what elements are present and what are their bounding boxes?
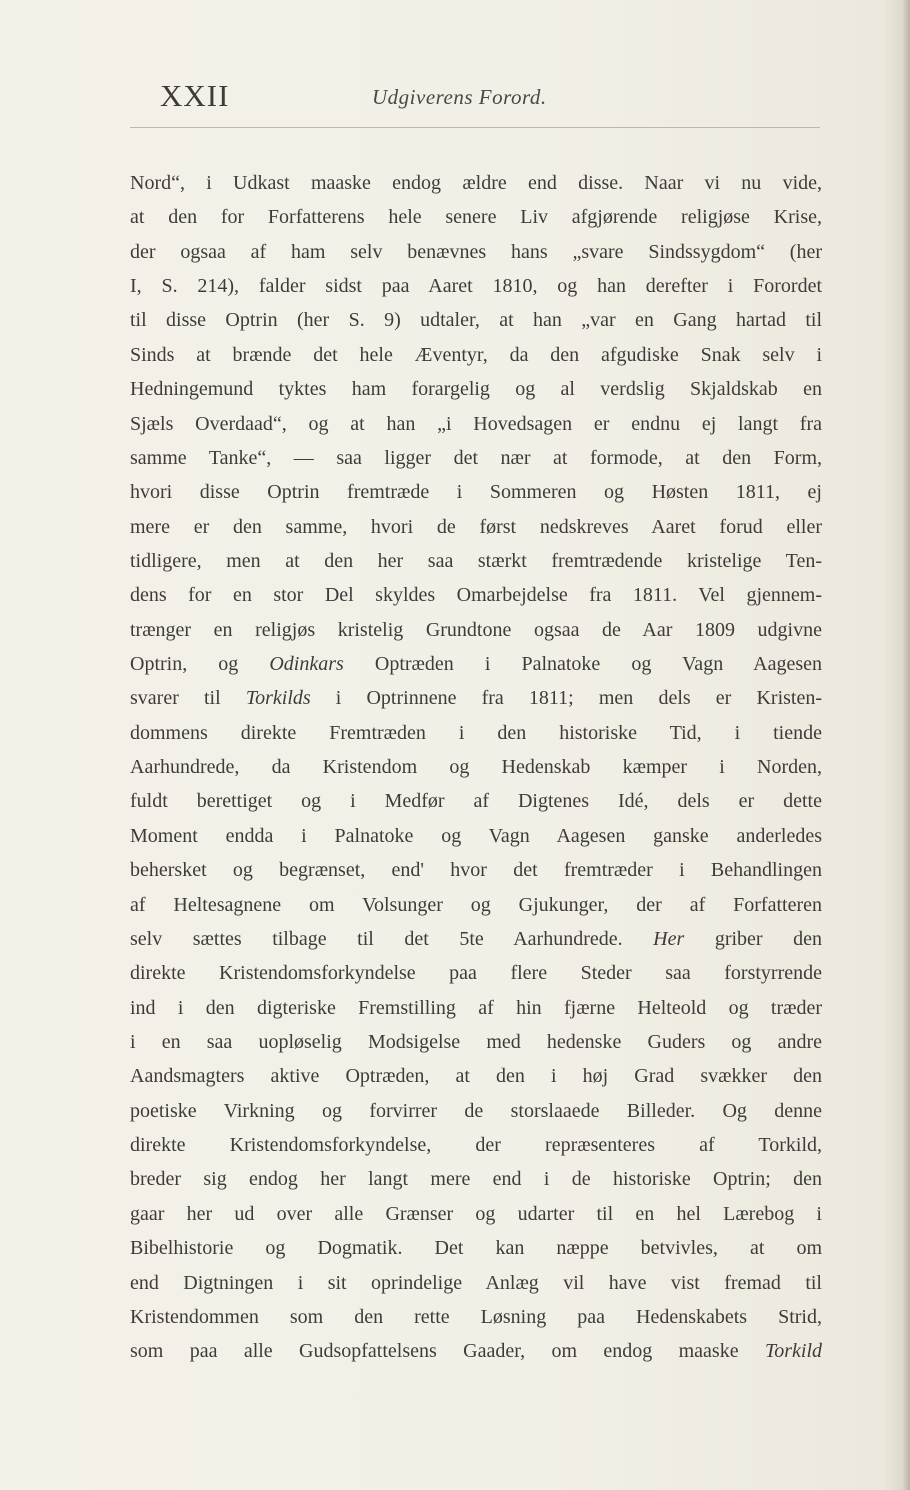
text-line: i en saa uopløselig Modsigelse med hedenske Guders og andre: [130, 1030, 822, 1053]
italic-name: Torkilds: [245, 687, 311, 710]
text-line: I, S. 214), falder sidst paa Aaret 1810, og han derefter i Forordet: [130, 275, 822, 298]
text-line: samme Tanke“, — saa ligger det nær at formode, at den Form,: [130, 446, 822, 469]
text-line: Moment endda i Palnatoke og Vagn Aagesen ganske anderledes: [130, 824, 822, 847]
text-line: direkte Kristendomsforkyndelse, der repræsenteres af Torkild,: [130, 1134, 822, 1157]
text-line: dens for en stor Del skyldes Omarbejdelse fra 1811. Vel gjennem-: [130, 584, 822, 607]
text-line: Aarhundrede, da Kristendom og Hedenskab kæmper i Norden,: [130, 756, 822, 779]
text-line: som paa alle Gudsopfattelsens Gaader, om endog maaske Torkild: [130, 1340, 822, 1363]
text-line: svarer til Torkilds i Optrinnene fra 1811; men dels er Kristen-: [130, 687, 823, 710]
text-line: Bibelhistorie og Dogmatik. Det kan næppe betvivles, at om: [130, 1237, 822, 1260]
text-line: end Digtningen i sit oprindelige Anlæg vil have vist fremad til: [130, 1271, 822, 1294]
text-line: Optrin, og Odinkars Optræden i Palnatoke og Vagn Aagesen: [130, 653, 823, 676]
header-rule: [130, 127, 820, 128]
page-edge-shadow: [902, 0, 910, 1490]
text-line: dommens direkte Fremtræden i den historiske Tid, i tiende: [130, 721, 822, 744]
running-title: Udgiverens Forord.: [372, 85, 547, 109]
text-line: trænger en religjøs kristelig Grundtone ogsaa de Aar 1809 udgivne: [130, 618, 822, 641]
italic-name: Torkild: [764, 1340, 822, 1363]
page-number: XXII: [160, 78, 230, 113]
text-line: gaar her ud over alle Grænser og udarter til en hel Lærebog i: [130, 1202, 822, 1225]
text-line: af Heltesagnene om Volsunger og Gjukunger, der af Forfatteren: [130, 893, 822, 916]
text-line: Hedningemund tyktes ham forargelig og al verdslig Skjaldskab en: [130, 378, 822, 401]
italic-name: Odinkars: [269, 653, 344, 676]
text-line: der ogsaa af ham selv benævnes hans „svare Sindssygdom“ (her: [130, 240, 822, 263]
text-line: behersket og begrænset, end' hvor det fremtræder i Behandlingen: [130, 859, 822, 882]
text-line: Aandsmagters aktive Optræden, at den i høj Grad svækker den: [130, 1065, 822, 1088]
text-line: mere er den samme, hvori de først nedskreves Aaret forud eller: [130, 515, 822, 538]
text-line: Nord“, i Udkast maaske endog ældre end disse. Naar vi nu vide,: [130, 172, 822, 194]
text-line: Sjæls Overdaad“, og at han „i Hovedsagen er endnu ej langt fra: [130, 412, 822, 435]
text-line: breder sig endog her langt mere end i de historiske Optrin; den: [130, 1168, 822, 1191]
text-line: fuldt berettiget og i Medfør af Digtenes Idé, dels er dette: [130, 790, 822, 813]
text-line: selv sættes tilbage til det 5te Aarhundrede. Her griber den: [130, 927, 822, 950]
italic-name: Her: [653, 927, 685, 950]
text-line: poetiske Virkning og forvirrer de storslaaede Billeder. Og denne: [130, 1099, 822, 1122]
text-line: ind i den digteriske Fremstilling af hin fjærne Helteold og træder: [130, 996, 822, 1019]
text-line: hvori disse Optrin fremtræde i Sommeren og Høsten 1811, ej: [130, 481, 822, 504]
text-line: at den for Forfatterens hele senere Liv afgjørende religjøse Krise,: [130, 206, 822, 229]
text-line: til disse Optrin (her S. 9) udtaler, at han „var en Gang hartad til: [130, 309, 822, 332]
text-line: Kristendommen som den rette Løsning paa Hedenskabets Strid,: [130, 1305, 822, 1328]
text-line: direkte Kristendomsforkyndelse paa flere Steder saa forstyrrende: [130, 962, 822, 985]
body-text: [130, 166, 822, 1369]
text-line: tidligere, men at den her saa stærkt fremtrædende kristelige Ten-: [130, 549, 822, 572]
text-line: Sinds at brænde det hele Æventyr, da den afgudiske Snak selv i: [130, 343, 822, 366]
